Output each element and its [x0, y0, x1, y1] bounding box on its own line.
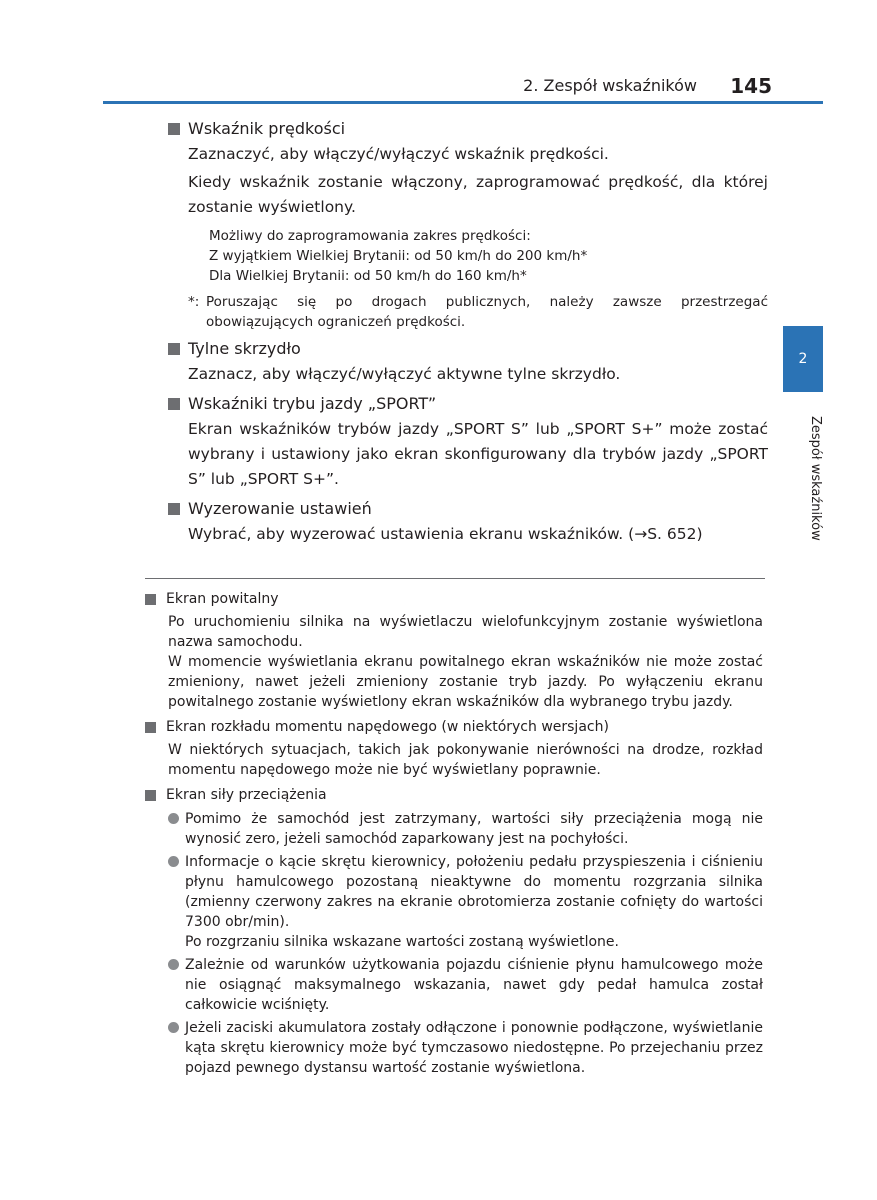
- main-content: [168, 116, 768, 547]
- notes-area: [145, 588, 763, 1078]
- circle-bullet-icon: [168, 856, 179, 867]
- footnote-text: Poruszając się po drogach publicznych, należy zawsze przestrzegać obowiązujących ograniczeń prędkości.: [206, 294, 768, 330]
- circle-bullet-icon: [168, 959, 179, 970]
- page-number: 145: [730, 74, 772, 98]
- circle-bullet-icon: [168, 813, 179, 824]
- square-bullet-icon: [145, 722, 156, 733]
- section-title-speed: Wskaźnik prędkości: [168, 116, 768, 142]
- list-item: Pomimo że samochód jest zatrzymany, wartości siły przeciążenia mogą nie wynosić zero, jeżeli samochód zaparkowany jest na pochyłości.: [168, 809, 763, 849]
- square-bullet-icon: [168, 503, 180, 515]
- paragraph: Zaznaczyć, aby włączyć/wyłączyć wskaźnik prędkości.: [188, 145, 609, 163]
- circle-bullet-icon: [168, 1022, 179, 1033]
- speed-range-line: Dla Wielkiej Brytanii: od 50 km/h do 160 km/h*: [209, 268, 527, 284]
- note-title-welcome: Ekran powitalny: [145, 588, 763, 610]
- note-title-torque: Ekran rozkładu momentu napędowego (w niektórych wersjach): [145, 716, 763, 738]
- chapter-side-label: Zespół wskaźników: [808, 415, 823, 541]
- square-bullet-icon: [168, 343, 180, 355]
- chapter-tab: 2: [783, 326, 823, 392]
- paragraph: Kiedy wskaźnik zostanie włączony, zaprogramować prędkość, dla której zostanie wyświetlony.: [188, 173, 768, 216]
- list-item: Jeżeli zaciski akumulatora zostały odłączone i ponownie podłączone, wyświetlanie kąta skrętu kierownicy może być tymczasowo niedostępne. Po przejechaniu przez pojazd pewnego dystansu wartość zostanie wyświetlona.: [168, 1018, 763, 1078]
- speed-range-line: Możliwy do zaprogramowania zakres prędkości:: [209, 228, 531, 244]
- section-title-sport: Wskaźniki trybu jazdy „SPORT”: [168, 391, 768, 417]
- section-divider: [145, 578, 765, 579]
- page-header: [0, 0, 877, 106]
- header-rule: [103, 101, 823, 104]
- section-title-wing: Tylne skrzydło: [168, 336, 768, 362]
- chapter-title: 2. Zespół wskaźników: [523, 76, 697, 95]
- square-bullet-icon: [145, 594, 156, 605]
- footnote: [188, 292, 768, 332]
- note-paragraph: Po uruchomieniu silnika na wyświetlaczu wielofunkcyjnym zostanie wyświetlona nazwa samochodu.: [168, 614, 763, 650]
- speed-range-line: Z wyjątkiem Wielkiej Brytanii: od 50 km/h do 200 km/h*: [209, 248, 588, 264]
- footnote-mark: *:: [188, 294, 200, 310]
- square-bullet-icon: [168, 398, 180, 410]
- paragraph: Wybrać, aby wyzerować ustawienia ekranu wskaźników. (→S. 652): [188, 525, 703, 543]
- note-paragraph: W momencie wyświetlania ekranu powitalnego ekran wskaźników nie może zostać zmieniony, nawet jeżeli zmieniony zostanie tryb jazdy. Po wyłączeniu ekranu powitalnego zostanie wyświetlony ekran wskaźników dla wybranego trybu jazdy.: [168, 654, 763, 710]
- section-title-reset: Wyzerowanie ustawień: [168, 496, 768, 522]
- note-title-gforce: Ekran siły przeciążenia: [145, 784, 763, 806]
- paragraph: Zaznacz, aby włączyć/wyłączyć aktywne tylne skrzydło.: [188, 365, 621, 383]
- note-paragraph: W niektórych sytuacjach, takich jak pokonywanie nierówności na drodze, rozkład momentu napędowego może nie być wyświetlany poprawnie.: [168, 742, 763, 778]
- square-bullet-icon: [168, 123, 180, 135]
- list-item: Zależnie od warunków użytkowania pojazdu ciśnienie płynu hamulcowego może nie osiągnąć maksymalnego wskazania, nawet gdy pedał hamulca został całkowicie wciśnięty.: [168, 955, 763, 1015]
- paragraph: Ekran wskaźników trybów jazdy „SPORT S” lub „SPORT S+” może zostać wybrany i ustawiony jako ekran skonfigurowany dla trybów jazdy „SPORT S” lub „SPORT S+”.: [188, 420, 768, 488]
- list-item: Informacje o kącie skrętu kierownicy, położeniu pedału przyspieszenia i ciśnieniu płynu hamulcowego pozostaną nieaktywne do momentu rozgrzania silnika (zmienny czerwony zakres na ekranie obrotomierza zostanie cofnięty do wartości 7300 obr/min). Po rozgrzaniu silnika wskazane wartości zostaną wyświetlone.: [168, 852, 763, 952]
- square-bullet-icon: [145, 790, 156, 801]
